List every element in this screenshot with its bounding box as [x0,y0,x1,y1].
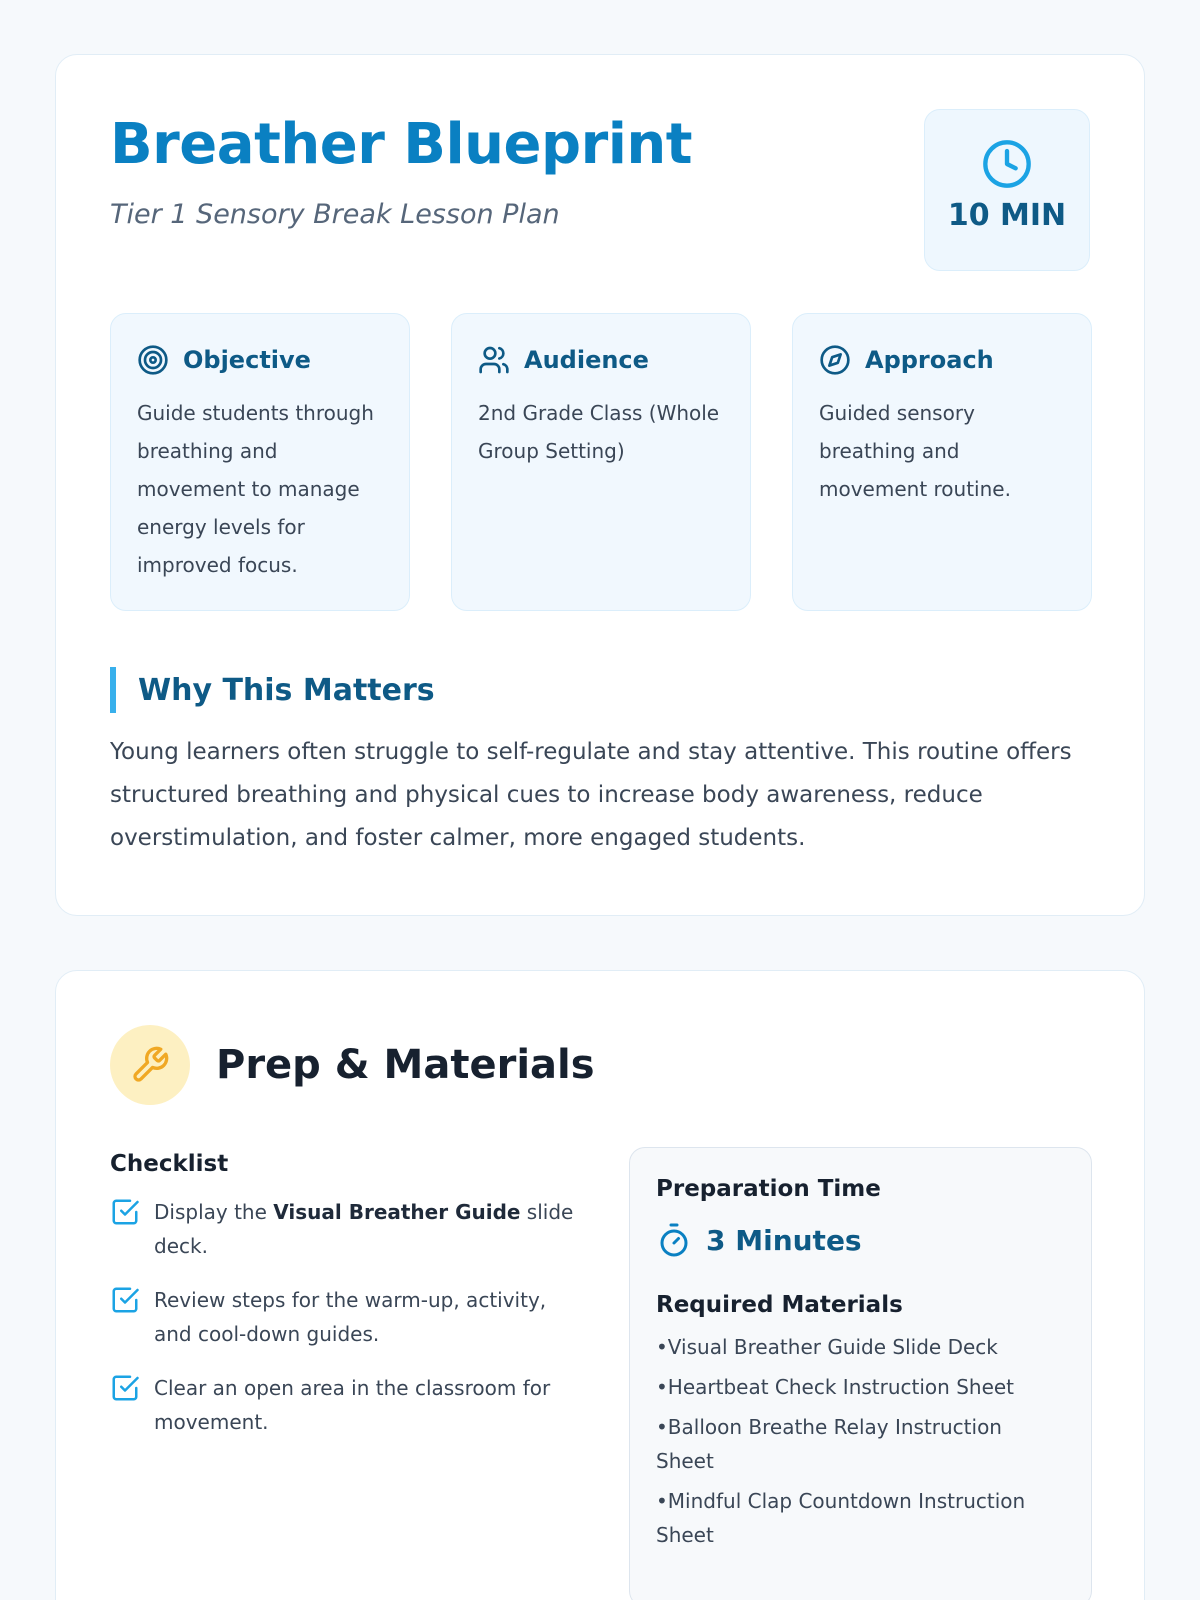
why-this-matters-section [110,667,1092,860]
checklist-item-text: Review steps for the warm-up, activity, and cool-down guides. [154,1288,547,1346]
approach-header [819,342,1065,378]
checklist-item [110,1283,580,1351]
checklist-item-text: Clear an open area in the classroom for movement. [154,1376,551,1434]
objective-card [110,313,410,611]
audience-title: Audience [524,346,649,374]
compass-icon [819,344,851,376]
objective-header [137,342,383,378]
checkbox-checked-icon [110,1373,140,1403]
page-title: Breather Blueprint [110,112,693,177]
why-text: Young learners often struggle to self-regulate and stay attentive. This routine offers structured breathing and physical cues to increase body awareness, reduce overstimulation, and foster calmer, more engaged students. [110,739,1072,851]
checklist-item [110,1195,580,1263]
material-item: • Visual Breather Guide Slide Deck [656,1330,1065,1364]
wrench-icon [130,1045,170,1085]
checklist-item [110,1371,580,1439]
approach-text: Guided sensory breathing and movement routine. [819,401,1011,501]
checklist-text-part: Display the [154,1200,274,1224]
checklist-text-bold: Visual Breather Guide [273,1200,521,1224]
wrench-badge [110,1025,190,1105]
checkbox-checked-icon [110,1285,140,1315]
objective-title: Objective [183,346,311,374]
audience-card [451,313,751,611]
preparation-panel [629,1147,1092,1600]
preparation-time-value: 3 Minutes [706,1223,862,1257]
checklist-item-text [154,1195,580,1263]
prep-title: Prep & Materials [216,1042,595,1088]
prep-materials-card [55,970,1145,1600]
preparation-time-title: Preparation Time [656,1176,881,1202]
checkbox-checked-icon [110,1197,140,1227]
audience-header [478,342,724,378]
checklist [110,1151,580,1459]
users-icon [478,344,510,376]
prep-header [110,1025,1090,1105]
timer-icon [656,1222,692,1258]
material-item: • Heartbeat Check Instruction Sheet [656,1370,1065,1404]
target-icon [137,344,169,376]
hero-header [110,109,1090,299]
approach-title: Approach [865,346,994,374]
why-header [110,667,1092,713]
materials-title: Required Materials [656,1292,903,1318]
approach-card [792,313,1092,611]
material-item: • Mindful Clap Countdown Instruction Sheet [656,1484,1065,1552]
why-title: Why This Matters [138,672,435,708]
page-subtitle: Tier 1 Sensory Break Lesson Plan [110,199,560,230]
duration-label: 10 MIN [947,198,1067,233]
clock-icon [981,138,1033,190]
lesson-overview-card [55,54,1145,916]
checklist-title: Checklist [110,1151,229,1177]
material-item: • Balloon Breathe Relay Instruction Sheet [656,1410,1065,1478]
objective-text: Guide students through breathing and movement to manage energy levels for improved focus. [137,401,374,577]
checklist-text-part: slide deck. [154,1200,574,1258]
info-cards [110,313,1092,611]
preparation-time [656,1220,1065,1260]
duration-badge [924,109,1090,271]
audience-text: 2nd Grade Class (Whole Group Setting) [478,401,720,463]
materials-list [656,1330,1065,1552]
